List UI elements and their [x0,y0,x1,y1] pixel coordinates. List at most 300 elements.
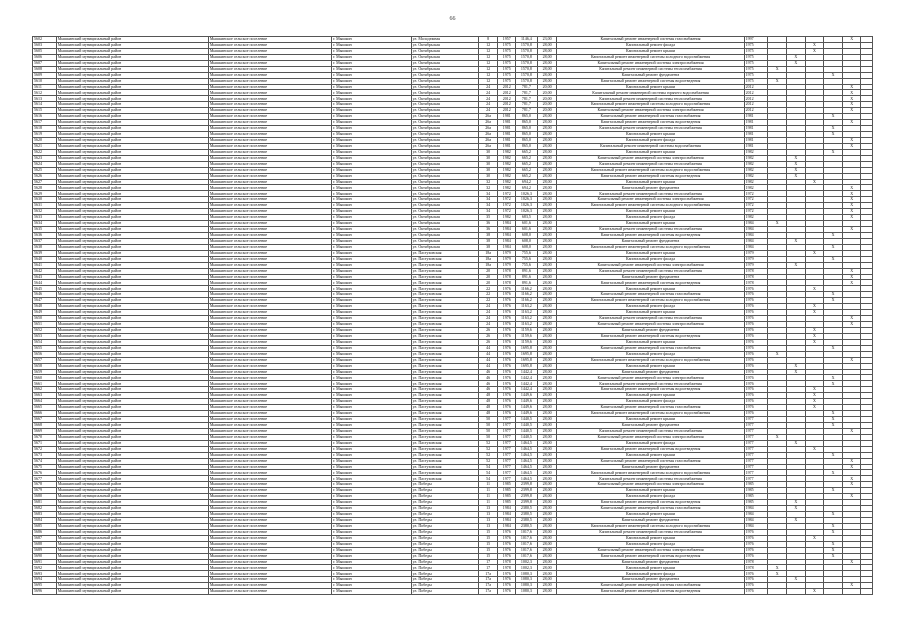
period-mark-cell: X [824,470,843,476]
table-cell: ул. Октябрьская [411,167,478,173]
table-cell: Мышкинский муниципальный район [56,440,208,446]
table-cell: 24 [478,84,498,90]
table-cell: 665,2 [516,149,538,155]
table-cell: 34 [478,197,498,203]
period-mark-cell: X [842,428,861,434]
table-cell: 5605 [33,48,57,54]
table-cell: г. Мышкин [331,102,411,108]
table-cell: г. Мышкин [331,523,411,529]
table-cell: 26а [478,132,498,138]
table-cell: 1979 [744,256,768,262]
table-cell: г. Мышкин [331,583,411,589]
table-cell: Мышкинское сельское поселение [208,37,331,43]
period-mark-cell: X [787,506,806,512]
period-mark-cell: X [824,452,843,458]
table-cell: г. Мышкин [331,327,411,333]
table-cell: 20 [478,268,498,274]
table-cell: 1978 [498,274,516,280]
table-cell: 28,00 [537,54,557,60]
table-cell: 44 [478,363,498,369]
table-cell: 755,6 [516,262,538,268]
table-cell: 5624 [33,161,57,167]
table-cell: 24 [478,102,498,108]
table-cell: Капитальный ремонт инженерной системы холодного водоснабжения [557,203,744,209]
period-mark-cell: X [805,304,824,310]
table-cell: 1979 [498,262,516,268]
table-cell: 1449,6 [516,399,538,405]
table-cell: 1978 [498,280,516,286]
table-cell: 2399,8 [516,494,538,500]
table-cell: Капитальный ремонт инженерной системы водоотведения [557,280,744,286]
table-cell: г. Мышкин [331,114,411,120]
table-cell: 1976 [744,541,768,547]
table-cell: Капитальный ремонт инженерной системы холодного водоснабжения [557,244,744,250]
table-cell: Мышкинский муниципальный район [56,339,208,345]
period-mark-cell: X [842,102,861,108]
table-cell: Мышкинский муниципальный район [56,167,208,173]
table-cell: Мышкинское сельское поселение [208,256,331,262]
table-cell: 5637 [33,238,57,244]
table-cell [861,589,873,595]
table-cell: Капитальный ремонт фундамента [557,238,744,244]
table-cell: 1976 [498,589,516,595]
table-cell: 28,00 [537,393,557,399]
table-cell: Мышкинское сельское поселение [208,209,331,215]
table-cell: ул. Октябрьская [411,84,478,90]
period-mark-cell: X [805,286,824,292]
table-cell: г. Мышкин [331,286,411,292]
table-cell: г. Мышкин [331,120,411,126]
table-cell: Мышкинское сельское поселение [208,66,331,72]
table-cell: 20,00 [537,102,557,108]
table-cell: 30 [478,173,498,179]
table-cell: 5622 [33,149,57,155]
table-cell: Капитальный ремонт инженерной системы газоснабжения [557,345,744,351]
table-cell: Мышкинское сельское поселение [208,155,331,161]
table-cell: 23,00 [537,37,557,43]
table-cell: 2399,8 [516,500,538,506]
table-cell: 32 [478,185,498,191]
table-cell: 5679 [33,488,57,494]
table-cell: 1976 [744,535,768,541]
table-cell: ул. Октябрьская [411,149,478,155]
table-cell: 17а [478,571,498,577]
table-cell: ул. Пастуховская [411,428,478,434]
table-cell: Мышкинское сельское поселение [208,298,331,304]
table-cell: ул. Октябрьская [411,203,478,209]
table-cell: 1570,8 [516,42,538,48]
table-cell: 5603 [33,42,57,48]
table-cell: Мышкинское сельское поселение [208,161,331,167]
table-cell: ул. Пастуховская [411,363,478,369]
table-cell: Мышкинский муниципальный район [56,517,208,523]
table-cell: 5675 [33,464,57,470]
table-cell: 1975 [744,78,768,84]
table-cell: г. Мышкин [331,517,411,523]
table-cell: Капитальный ремонт инженерной системы горячего водоснабжения [557,90,744,96]
table-cell: 28,00 [537,316,557,322]
table-cell: Мышкинское сельское поселение [208,221,331,227]
table-cell: Мышкинское сельское поселение [208,369,331,375]
table-cell: 1984 [744,512,768,518]
table-cell: 1984 [498,221,516,227]
table-cell: ул. Октябрьская [411,137,478,143]
table-cell: Мышкинский муниципальный район [56,221,208,227]
table-cell: ул. Октябрьская [411,161,478,167]
table-cell: Капитальный ремонт крыши [557,452,744,458]
table-cell: Капитальный ремонт фасада [557,351,744,357]
period-mark-cell: X [842,108,861,114]
table-cell: 28,00 [537,333,557,339]
table-cell: 1984 [744,227,768,233]
table-cell: 1984 [498,227,516,233]
table-cell: 28,00 [537,256,557,262]
table-cell: Мышкинский муниципальный район [56,120,208,126]
table-cell: 1442,4 [516,375,538,381]
table-cell: ул. Победы [411,517,478,523]
table-cell: 5664 [33,399,57,405]
table-cell: 1978 [498,559,516,565]
table-cell: 12 [478,54,498,60]
table-cell: г. Мышкин [331,428,411,434]
table-cell: 694,2 [516,185,538,191]
table-cell: 5648 [33,304,57,310]
table-cell: 26 [478,333,498,339]
table-cell: 17а [478,577,498,583]
table-cell: Мышкинское сельское поселение [208,143,331,149]
table-cell: Капитальный ремонт инженерной системы газоснабжения [557,506,744,512]
table-cell: 5626 [33,173,57,179]
period-mark-cell [842,589,861,595]
table-cell: Мышкинское сельское поселение [208,333,331,339]
table-cell: 1984 [498,517,516,523]
table-cell: 1977 [744,458,768,464]
table-cell: Капитальный ремонт фасада [557,137,744,143]
period-mark-cell: X [805,393,824,399]
table-cell: 28,00 [537,351,557,357]
table-cell: Капитальный ремонт фундамента [557,72,744,78]
table-cell: 5672 [33,446,57,452]
table-cell: 17 [478,565,498,571]
period-mark-cell: X [768,221,787,227]
table-cell: 5668 [33,422,57,428]
table-cell: ул. Октябрьская [411,66,478,72]
table-cell: 5628 [33,185,57,191]
table-cell: ул. Октябрьская [411,60,478,66]
table-cell: 48 [478,405,498,411]
table-cell: 1981 [498,132,516,138]
table-cell: Капитальный ремонт инженерной системы водоотведения [557,333,744,339]
period-mark-cell: X [824,149,843,155]
table-cell: Мышкинский муниципальный район [56,72,208,78]
table-cell: 865,0 [516,143,538,149]
table-cell: Мышкинское сельское поселение [208,428,331,434]
table-cell: 20,00 [537,90,557,96]
table-cell: 5696 [33,589,57,595]
table-cell: г. Мышкин [331,54,411,60]
table-cell: 1976 [744,345,768,351]
table-cell: Капитальный ремонт крыши [557,339,744,345]
table-cell: 781,7 [516,90,538,96]
table-cell: 2012 [744,96,768,102]
period-mark-cell: X [805,327,824,333]
table-cell: 1985 [498,494,516,500]
table-cell: г. Мышкин [331,149,411,155]
table-cell: 1978 [498,565,516,571]
period-mark-cell: X [805,250,824,256]
table-cell: Мышкинский муниципальный район [56,155,208,161]
table-cell: ул. Победы [411,547,478,553]
period-mark-cell: X [842,464,861,470]
table-cell: Мышкинский муниципальный район [56,375,208,381]
table-cell: Мышкинский муниципальный район [56,90,208,96]
table-cell: 1975 [744,66,768,72]
table-cell: 28,00 [537,535,557,541]
table-cell: Капитальный ремонт инженерной системы водоотведения [557,589,744,595]
table-cell: 28,00 [537,126,557,132]
table-cell: 1984 [498,506,516,512]
table-cell: 1985 [744,500,768,506]
table-cell: Мышкинский муниципальный район [56,143,208,149]
table-cell: 1464,5 [516,458,538,464]
table-cell: Мышкинский муниципальный район [56,316,208,322]
table-cell: Капитальный ремонт фундамента [557,577,744,583]
table-cell: ул. Октябрьская [411,238,478,244]
table-cell: 28,00 [537,458,557,464]
table-cell: Мышкинское сельское поселение [208,173,331,179]
table-cell: 1977 [498,428,516,434]
table-cell: 5688 [33,541,57,547]
table-cell: 1976 [498,547,516,553]
program-table-wrapper [32,36,873,595]
table-cell: Мышкинский муниципальный район [56,215,208,221]
table-cell: Мышкинское сельское поселение [208,179,331,185]
period-mark-cell: X [824,256,843,262]
table-cell: 5671 [33,440,57,446]
table-cell: Капитальный ремонт инженерной системы электроснабжения [557,155,744,161]
page-number: 66 [449,16,456,22]
period-mark-cell: X [842,209,861,215]
table-cell: ул. Победы [411,506,478,512]
table-cell: 5634 [33,221,57,227]
table-cell: Капитальный ремонт инженерной системы холодного водоснабжения [557,411,744,417]
table-cell: ул. Пастуховская [411,274,478,280]
table-cell: Мышкинский муниципальный район [56,381,208,387]
table-cell: ул. Пастуховская [411,339,478,345]
program-table-body [33,37,873,595]
table-cell: 608,0 [516,232,538,238]
table-cell: 12 [478,42,498,48]
table-cell: Мышкинское сельское поселение [208,72,331,78]
table-cell: Капитальный ремонт инженерной системы электроснабжения [557,197,744,203]
table-cell: 20,00 [537,96,557,102]
table-cell: Мышкинское сельское поселение [208,60,331,66]
table-cell: Мышкинский муниципальный район [56,369,208,375]
table-cell: 1982 [498,173,516,179]
table-cell: 5655 [33,345,57,351]
table-cell: 5689 [33,547,57,553]
table-cell: 1440,5 [516,417,538,423]
table-cell: Капитальный ремонт инженерной системы газоснабжения [557,458,744,464]
table-cell: 755,6 [516,256,538,262]
table-cell: Мышкинский муниципальный район [56,244,208,250]
table-cell: ул. Октябрьская [411,221,478,227]
table-cell: Мышкинское сельское поселение [208,191,331,197]
table-cell: Мышкинский муниципальный район [56,387,208,393]
table-cell: 28,00 [537,179,557,185]
period-mark-cell: X [787,363,806,369]
table-cell: ул. Победы [411,512,478,518]
table-cell: 1976 [744,363,768,369]
table-cell: Капитальный ремонт крыши [557,393,744,399]
table-cell: Капитальный ремонт фасада [557,399,744,405]
table-cell: 2012 [744,84,768,90]
table-cell: 28,00 [537,327,557,333]
period-mark-cell: X [824,488,843,494]
table-row [33,589,873,595]
table-cell: 1464,5 [516,470,538,476]
table-cell: 5649 [33,310,57,316]
table-cell: г. Мышкин [331,48,411,54]
table-cell: 1695,8 [516,363,538,369]
table-cell: 50 [478,434,498,440]
table-cell: г. Мышкин [331,369,411,375]
table-cell: 1976 [498,286,516,292]
table-cell: 5629 [33,191,57,197]
table-cell: 28,00 [537,446,557,452]
table-cell: Мышкинское сельское поселение [208,506,331,512]
table-cell: 8 [478,37,498,43]
table-cell: 1976 [744,339,768,345]
table-cell: 1976 [498,405,516,411]
table-cell: Мышкинское сельское поселение [208,351,331,357]
table-cell: 1976 [498,333,516,339]
table-cell: 1976 [498,363,516,369]
table-cell: г. Мышкин [331,221,411,227]
table-cell: 28,00 [537,137,557,143]
table-cell: 1982 [744,179,768,185]
table-cell: 1976 [744,547,768,553]
table-cell: 5662 [33,387,57,393]
table-cell: Мышкинское сельское поселение [208,523,331,529]
table-cell: 1975 [498,78,516,84]
table-cell: 17а [478,589,498,595]
table-cell: 35 [478,215,498,221]
table-cell: 30 [478,161,498,167]
table-cell: 781,7 [516,102,538,108]
table-cell: 1017,6 [516,529,538,535]
table-cell: Мышкинский муниципальный район [56,494,208,500]
table-cell: Мышкинский муниципальный район [56,476,208,482]
table-cell: 11 [478,500,498,506]
table-cell: Мышкинский муниципальный район [56,458,208,464]
table-cell: 12 [478,66,498,72]
table-cell: 5618 [33,126,57,132]
table-cell: 54 [478,470,498,476]
table-cell: 26 [478,339,498,345]
table-cell: Мышкинское сельское поселение [208,126,331,132]
table-cell: г. Мышкин [331,541,411,547]
table-cell: 1976 [744,298,768,304]
table-cell: Мышкинский муниципальный район [56,565,208,571]
table-cell: 26а [478,120,498,126]
table-cell: 1464,5 [516,476,538,482]
table-cell: 1981 [744,120,768,126]
table-cell: 1166,2 [516,286,538,292]
table-cell: Капитальный ремонт инженерной системы водоотведения [557,120,744,126]
table-cell: 2380,5 [516,512,538,518]
table-cell: 54 [478,464,498,470]
table-cell: Мышкинское сельское поселение [208,167,331,173]
table-cell: 1982 [498,149,516,155]
table-cell: 50 [478,417,498,423]
table-cell: Мышкинский муниципальный район [56,363,208,369]
table-cell: 28,00 [537,517,557,523]
table-cell: Мышкинский муниципальный район [56,428,208,434]
table-cell: 2380,5 [516,517,538,523]
table-cell: 5613 [33,96,57,102]
table-cell: 28,00 [537,422,557,428]
table-cell: Капитальный ремонт крыши [557,132,744,138]
table-cell: 28,00 [537,482,557,488]
table-cell: ул. Октябрьская [411,155,478,161]
table-cell: 1464,5 [516,440,538,446]
table-cell: Мышкинское сельское поселение [208,114,331,120]
table-cell: ул. Октябрьская [411,132,478,138]
table-cell: 22 [478,298,498,304]
table-cell: 1975 [498,42,516,48]
table-cell: 1976 [498,369,516,375]
table-cell: 1026,3 [516,209,538,215]
table-cell: Мышкинское сельское поселение [208,327,331,333]
table-cell: 1981 [498,114,516,120]
table-cell: г. Мышкин [331,553,411,559]
table-cell: Капитальный ремонт инженерной системы электроснабжения [557,434,744,440]
table-cell: Мышкинское сельское поселение [208,310,331,316]
table-cell: Мышкинское сельское поселение [208,500,331,506]
table-cell: 28,00 [537,173,557,179]
table-cell: 26 [478,327,498,333]
table-cell: Мышкинский муниципальный район [56,470,208,476]
table-cell: 36 [478,227,498,233]
table-cell: г. Мышкин [331,565,411,571]
table-cell: Мышкинское сельское поселение [208,405,331,411]
table-cell: 1976 [498,553,516,559]
table-cell: 44 [478,357,498,363]
period-mark-cell: X [842,583,861,589]
table-cell: 1695,8 [516,357,538,363]
table-cell: 5631 [33,203,57,209]
table-cell: 28,00 [537,363,557,369]
table-cell: Мышкинское сельское поселение [208,529,331,535]
table-cell: 1985 [744,494,768,500]
table-cell: 1975 [744,48,768,54]
table-cell: 1976 [498,375,516,381]
table-cell: 1972 [498,209,516,215]
table-cell: Мышкинское сельское поселение [208,357,331,363]
table-cell: г. Мышкин [331,339,411,345]
table-cell: 5661 [33,381,57,387]
table-cell: 1976 [498,583,516,589]
table-cell: Мышкинское сельское поселение [208,54,331,60]
period-mark-cell: X [824,345,843,351]
table-cell: Капитальный ремонт фасада [557,215,744,221]
table-cell: 28,00 [537,48,557,54]
table-cell: 2399,8 [516,488,538,494]
table-cell: г. Мышкин [331,90,411,96]
table-cell: г. Мышкин [331,238,411,244]
table-cell: Мышкинское сельское поселение [208,90,331,96]
